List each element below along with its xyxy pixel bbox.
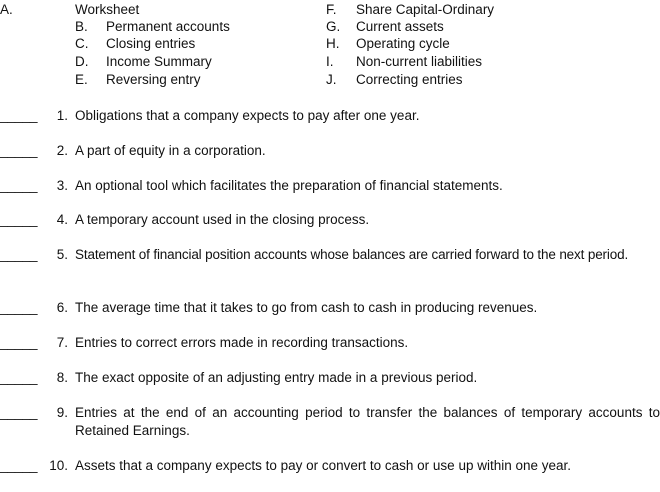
question-number: 2. — [56, 143, 68, 158]
option-letter: F. — [326, 2, 337, 17]
answer-blank[interactable]: _____ — [0, 178, 38, 193]
option-text: Reversing entry — [106, 72, 201, 87]
question-number: 5. — [56, 247, 68, 262]
question-number: 8. — [56, 370, 68, 385]
question-number: 1. — [56, 108, 68, 123]
answer-blank[interactable]: _____ — [0, 300, 38, 315]
option-text: Correcting entries — [356, 72, 463, 87]
option-letter: C. — [75, 36, 89, 51]
question-number: 9. — [56, 405, 68, 420]
question-text: Statement of financial position accounts whose balances are carried forward to the next period. — [75, 247, 629, 262]
question-text: A temporary account used in the closing process. — [75, 212, 370, 227]
question-number: 7. — [56, 335, 68, 350]
question-text: Assets that a company expects to pay or convert to cash or use up within one year. — [75, 458, 572, 473]
option-text: Income Summary — [106, 54, 212, 69]
answer-blank[interactable]: _____ — [0, 247, 38, 262]
question-number: 10. — [49, 458, 68, 473]
question-text: Entries to correct errors made in recording transactions. — [75, 335, 409, 350]
answer-blank[interactable]: _____ — [0, 212, 38, 227]
option-text: Share Capital-Ordinary — [356, 2, 495, 17]
option-text: Current assets — [356, 19, 444, 34]
question-number: 3. — [56, 178, 68, 193]
answer-blank[interactable]: _____ — [0, 335, 38, 350]
question-text: The average time that it takes to go from cash to cash in producing revenues. — [75, 300, 538, 315]
option-letter: I. — [326, 54, 334, 69]
question-text: Entries at the end of an accounting period to transfer the balances of temporary accounts to Retained Earnings. — [75, 405, 660, 438]
option-text: Worksheet — [75, 2, 140, 17]
answer-blank[interactable]: _____ — [0, 370, 38, 385]
question-number: 4. — [56, 212, 68, 227]
option-text: Non-current liabilities — [356, 54, 483, 69]
question-text: An optional tool which facilitates the preparation of financial statements. — [75, 178, 503, 193]
answer-blank[interactable]: _____ — [0, 458, 38, 473]
option-letter: H. — [326, 36, 340, 51]
option-letter: D. — [75, 54, 89, 69]
option-letter: J. — [326, 72, 337, 87]
option-text: Operating cycle — [356, 36, 450, 51]
option-letter: G. — [326, 19, 341, 34]
question-number: 6. — [56, 300, 68, 315]
answer-blank[interactable]: _____ — [0, 143, 38, 158]
option-text: Closing entries — [106, 36, 196, 51]
answer-blank[interactable]: _____ — [0, 108, 38, 123]
question-text: A part of equity in a corporation. — [75, 143, 266, 158]
option-text: Permanent accounts — [106, 19, 230, 34]
option-letter: B. — [75, 19, 88, 34]
options-header-label: A. — [0, 2, 13, 17]
answer-blank[interactable]: _____ — [0, 405, 38, 420]
question-text: Obligations that a company expects to pay after one year. — [75, 108, 420, 123]
question-text: The exact opposite of an adjusting entry made in a previous period. — [75, 370, 478, 385]
option-letter: E. — [75, 72, 88, 87]
